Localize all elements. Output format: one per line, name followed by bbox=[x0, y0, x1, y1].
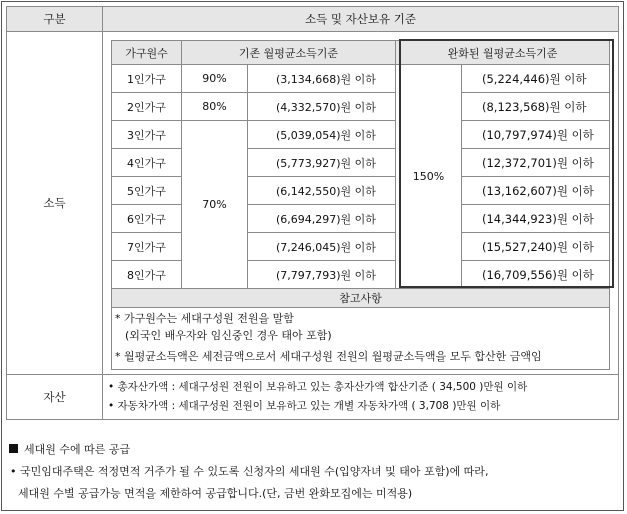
relaxed-5: (13,162,607)원 이하 bbox=[462, 177, 610, 205]
supply-heading-row bbox=[6, 439, 618, 461]
relaxed-7: (15,527,240)원 이하 bbox=[462, 233, 610, 261]
household-7: 7인가구 bbox=[111, 233, 181, 261]
header-title: 소득 및 자산보유 기준 bbox=[103, 7, 619, 32]
note-2: (외국인 배우자와 임신중인 경우 태아 포함) bbox=[124, 329, 332, 342]
relaxed-1: (5,224,446)원 이하 bbox=[462, 65, 610, 93]
household-4: 4인가구 bbox=[111, 149, 181, 177]
relaxed-percent: 150% bbox=[396, 65, 462, 289]
asset-line-2: • 자동차가액 : 세대구성원 전원이 보유하고 있는 개별 자동차가액 ( 3,708 )만원 이하 bbox=[108, 400, 501, 412]
household-6: 6인가구 bbox=[111, 205, 181, 233]
income-cell bbox=[103, 32, 619, 375]
relaxed-2: (8,123,568)원 이하 bbox=[462, 93, 610, 121]
income-label: 소득 bbox=[7, 32, 103, 375]
household-5: 5인가구 bbox=[111, 177, 181, 205]
header-category: 구분 bbox=[7, 7, 103, 32]
pct-rest: 70% bbox=[181, 121, 247, 289]
pct-2: 80% bbox=[181, 93, 247, 121]
existing-7: (7,246,045)원 이하 bbox=[247, 233, 395, 261]
reference-notes bbox=[111, 308, 609, 370]
household-2: 2인가구 bbox=[111, 93, 181, 121]
criteria-table bbox=[6, 6, 619, 420]
supply-heading: 세대원 수에 따른 공급 bbox=[24, 443, 131, 456]
pct-1: 90% bbox=[181, 65, 247, 93]
existing-4: (5,773,927)원 이하 bbox=[247, 149, 395, 177]
asset-line-1: • 총자산가액 : 세대구성원 전원이 보유하고 있는 총자산가액 합산기준 ( 34,500 )만원 이하 bbox=[108, 381, 528, 393]
household-1: 1인가구 bbox=[111, 65, 181, 93]
household-3: 3인가구 bbox=[111, 121, 181, 149]
existing-6: (6,694,297)원 이하 bbox=[247, 205, 395, 233]
relaxed-6: (14,344,923)원 이하 bbox=[462, 205, 610, 233]
existing-3: (5,039,054)원 이하 bbox=[247, 121, 395, 149]
col-household: 가구원수 bbox=[111, 41, 181, 65]
income-table bbox=[111, 40, 610, 370]
note-3: * 월평균소득액은 세전금액으로서 세대구성원 전원의 월평균소득액을 모두 합산한 금액임 bbox=[114, 350, 542, 363]
existing-8: (7,797,793)원 이하 bbox=[247, 261, 395, 289]
existing-5: (6,142,550)원 이하 bbox=[247, 177, 395, 205]
square-bullet-icon bbox=[9, 444, 18, 453]
existing-1: (3,134,668)원 이하 bbox=[247, 65, 395, 93]
relaxed-3: (10,797,974)원 이하 bbox=[462, 121, 610, 149]
col-relaxed: 완화된 월평균소득기준 bbox=[396, 41, 610, 65]
relaxed-4: (12,372,701)원 이하 bbox=[462, 149, 610, 177]
existing-2: (4,332,570)원 이하 bbox=[247, 93, 395, 121]
relaxed-8: (16,709,556)원 이하 bbox=[462, 261, 610, 289]
reference-title: 참고사항 bbox=[111, 289, 609, 308]
note-1: * 가구원수는 세대구성원 전원을 말함 bbox=[114, 312, 294, 325]
supply-text-2: 세대원 수별 공급가능 면적을 제한하여 공급합니다.(단, 금번 완화모집에는 미적용) bbox=[18, 487, 413, 500]
assets-label: 자산 bbox=[7, 375, 103, 420]
col-existing: 기존 월평균소득기준 bbox=[181, 41, 395, 65]
supply-section bbox=[6, 439, 618, 505]
supply-text-1: • 국민임대주택은 적정면적 거주가 될 수 있도록 신청자의 세대원 수(입양자녀 및 태아 포함)에 따라, bbox=[10, 465, 489, 478]
assets-cell bbox=[103, 375, 619, 420]
household-8: 8인가구 bbox=[111, 261, 181, 289]
